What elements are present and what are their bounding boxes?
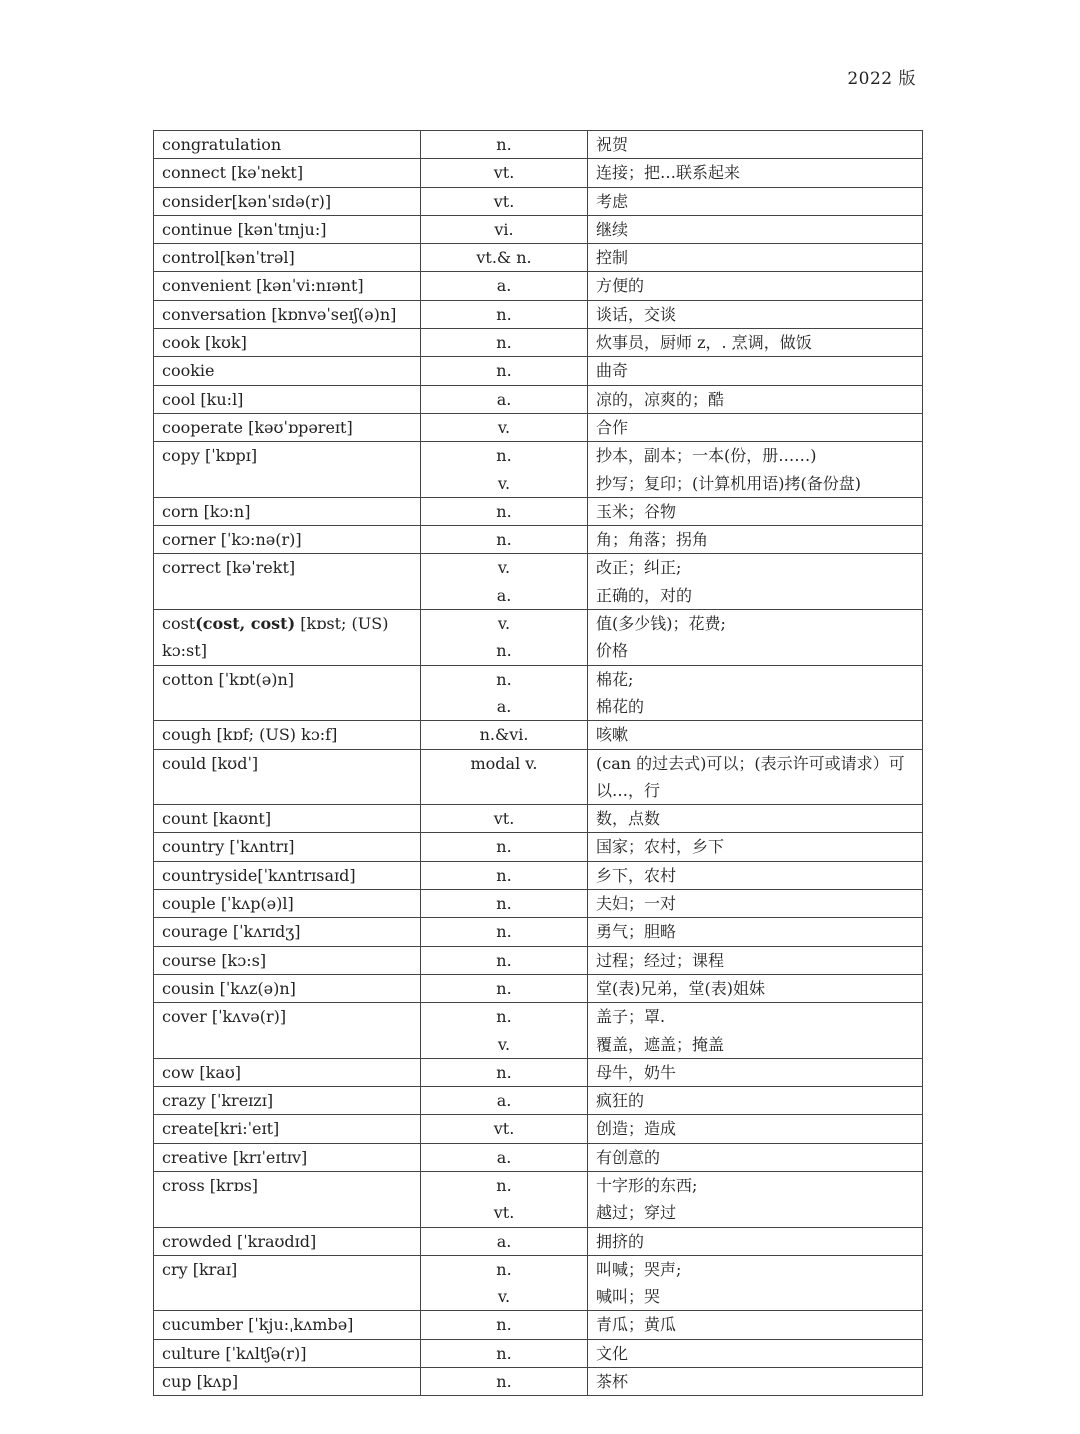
- table-row: [154, 1143, 923, 1171]
- entry-word: cost(cost, cost) [kɒst; (US) kɔ:st]: [154, 610, 421, 666]
- part-of-speech-line: n.: [496, 446, 512, 466]
- table-row: [154, 1368, 923, 1396]
- entry-definition: [588, 215, 923, 243]
- entry-word: cook [kʊk]: [154, 329, 421, 357]
- part-of-speech-line: n.&vi.: [479, 725, 529, 745]
- entry-definition: [588, 946, 923, 974]
- edition-label: 2022 版: [847, 69, 916, 89]
- table-row: [154, 357, 923, 385]
- definition-line: 方便的: [596, 276, 645, 296]
- entry-part-of-speech: [421, 1255, 588, 1311]
- table-row: [154, 215, 923, 243]
- definition-line: 创造；造成: [596, 1119, 677, 1139]
- part-of-speech-line: a.: [496, 696, 512, 716]
- entry-word: course [kɔ:s]: [154, 946, 421, 974]
- table-row: [154, 497, 923, 525]
- definition-line: 夫妇；一对: [596, 894, 677, 914]
- entry-definition: [588, 721, 923, 749]
- part-of-speech-line: n.: [496, 1343, 512, 1363]
- part-of-speech-line: a.: [496, 1147, 512, 1167]
- definition-line: 连接；把…联系起来: [596, 163, 741, 183]
- entry-part-of-speech: [421, 244, 588, 272]
- definition-line: 喊叫；哭: [596, 1287, 661, 1307]
- entry-part-of-speech: [421, 974, 588, 1002]
- part-of-speech-line: n.: [496, 1315, 512, 1335]
- part-of-speech-line: v.: [497, 417, 511, 437]
- part-of-speech-line: n.: [496, 1259, 512, 1279]
- table-row: [154, 244, 923, 272]
- part-of-speech-line: v.: [497, 558, 511, 578]
- entry-definition: [588, 805, 923, 833]
- definition-line: 过程；经过；课程: [596, 950, 725, 970]
- definition-line: 凉的，凉爽的；酷: [596, 389, 725, 409]
- entry-word: cross [krɒs]: [154, 1171, 421, 1227]
- entry-definition: [588, 1339, 923, 1367]
- definition-line: 抄本，副本；一本(份，册……): [596, 446, 817, 466]
- entry-word: cow [kaʊ]: [154, 1058, 421, 1086]
- table-row: [154, 300, 923, 328]
- entry-word: corn [kɔ:n]: [154, 497, 421, 525]
- definition-line: 文化: [596, 1343, 629, 1363]
- part-of-speech-line: vt.: [493, 163, 515, 183]
- definition-line: 堂(表)兄弟，堂(表)姐妹: [596, 978, 765, 998]
- entry-definition: [588, 890, 923, 918]
- entry-part-of-speech: [421, 272, 588, 300]
- entry-part-of-speech: [421, 833, 588, 861]
- definition-line: 考虑: [596, 191, 629, 211]
- entry-word: culture [ˈkʌltʃə(r)]: [154, 1339, 421, 1367]
- entry-word: could [kʊdˈ]: [154, 749, 421, 805]
- entry-part-of-speech: [421, 1115, 588, 1143]
- entry-part-of-speech: [421, 131, 588, 159]
- entry-part-of-speech: [421, 357, 588, 385]
- definition-line: 值(多少钱)；花费;: [596, 614, 726, 634]
- table-row: [154, 861, 923, 889]
- table-row: [154, 1058, 923, 1086]
- entry-definition: [588, 526, 923, 554]
- part-of-speech-line: n.: [496, 333, 512, 353]
- table-row: [154, 1339, 923, 1367]
- table-row: [154, 272, 923, 300]
- part-of-speech-line: n.: [496, 361, 512, 381]
- definition-line: 角；角落；拐角: [596, 530, 709, 550]
- table-row: [154, 1171, 923, 1227]
- entry-part-of-speech: [421, 805, 588, 833]
- definition-line: 拥挤的: [596, 1231, 645, 1251]
- part-of-speech-line: n.: [496, 837, 512, 857]
- entry-definition: [588, 300, 923, 328]
- table-row: [154, 526, 923, 554]
- entry-definition: [588, 918, 923, 946]
- table-row: [154, 833, 923, 861]
- part-of-speech-line: n.: [496, 135, 512, 154]
- entry-definition: [588, 442, 923, 498]
- table-row: [154, 187, 923, 215]
- part-of-speech-line: vt.& n.: [476, 248, 532, 268]
- part-of-speech-line: n.: [496, 865, 512, 885]
- part-of-speech-line: n.: [496, 501, 512, 521]
- part-of-speech-line: n.: [496, 1062, 512, 1082]
- entry-word: cry [kraɪ]: [154, 1255, 421, 1311]
- part-of-speech-line: n.: [496, 669, 512, 689]
- entry-word: conversation [kɒnvəˈseɪʃ(ə)n]: [154, 300, 421, 328]
- entry-part-of-speech: [421, 1311, 588, 1339]
- entry-part-of-speech: [421, 1058, 588, 1086]
- part-of-speech-line: n.: [496, 304, 512, 324]
- entry-word: continue [kənˈtɪnju:]: [154, 215, 421, 243]
- table-row: [154, 1003, 923, 1059]
- entry-definition: [588, 974, 923, 1002]
- entry-part-of-speech: [421, 159, 588, 187]
- definition-line: 青瓜；黄瓜: [596, 1315, 677, 1335]
- entry-definition: [588, 1058, 923, 1086]
- part-of-speech-line: modal v.: [470, 753, 538, 773]
- definition-line: 覆盖，遮盖；掩盖: [596, 1034, 725, 1054]
- part-of-speech-line: v.: [497, 473, 511, 493]
- table-row: [154, 890, 923, 918]
- definition-line: 有创意的: [596, 1147, 661, 1167]
- entry-definition: [588, 1227, 923, 1255]
- table-row: [154, 721, 923, 749]
- entry-word: cool [ku:l]: [154, 385, 421, 413]
- entry-part-of-speech: [421, 1171, 588, 1227]
- table-row: [154, 442, 923, 498]
- entry-part-of-speech: [421, 554, 588, 610]
- entry-part-of-speech: [421, 665, 588, 721]
- entry-part-of-speech: [421, 300, 588, 328]
- definition-line: 盖子；罩.: [596, 1007, 666, 1027]
- entry-definition: [588, 861, 923, 889]
- part-of-speech-line: vt.: [493, 809, 515, 829]
- entry-word: cookie: [154, 357, 421, 385]
- vocabulary-table: [153, 130, 923, 1396]
- entry-definition: [588, 1087, 923, 1115]
- entry-part-of-speech: [421, 385, 588, 413]
- definition-line: 合作: [596, 417, 629, 437]
- entry-word: couple [ˈkʌp(ə)l]: [154, 890, 421, 918]
- entry-definition: [588, 833, 923, 861]
- entry-definition: [588, 1115, 923, 1143]
- definition-line: 改正；纠正;: [596, 558, 682, 578]
- entry-definition: [588, 187, 923, 215]
- entry-definition: [588, 749, 923, 805]
- table-row: [154, 1087, 923, 1115]
- entry-definition: [588, 385, 923, 413]
- entry-word: cover [ˈkʌvə(r)]: [154, 1003, 421, 1059]
- entry-part-of-speech: [421, 526, 588, 554]
- table-row: [154, 918, 923, 946]
- definition-line: 国家；农村，乡下: [596, 837, 725, 857]
- definition-line: 正确的，对的: [596, 585, 693, 605]
- entry-part-of-speech: [421, 413, 588, 441]
- entry-word: country [ˈkʌntrɪ]: [154, 833, 421, 861]
- definition-line: 乡下，农村: [596, 865, 677, 885]
- entry-word: connect [kəˈnekt]: [154, 159, 421, 187]
- entry-word: cotton [ˈkɒt(ə)n]: [154, 665, 421, 721]
- table-row: [154, 946, 923, 974]
- entry-word: count [kaʊnt]: [154, 805, 421, 833]
- definition-line: 炊事员，厨师 z，. 烹调，做饭: [596, 333, 812, 353]
- entry-word: cousin [ˈkʌz(ə)n]: [154, 974, 421, 1002]
- entry-definition: [588, 1003, 923, 1059]
- definition-line: 十字形的东西;: [596, 1175, 698, 1195]
- entry-word: create[kri:ˈeɪt]: [154, 1115, 421, 1143]
- table-row: [154, 159, 923, 187]
- entry-word: consider[kənˈsɪdə(r)]: [154, 187, 421, 215]
- entry-part-of-speech: [421, 861, 588, 889]
- entry-part-of-speech: [421, 610, 588, 666]
- table-row: [154, 1115, 923, 1143]
- entry-definition: [588, 1368, 923, 1396]
- entry-word: cough [kɒf; (US) kɔ:f]: [154, 721, 421, 749]
- part-of-speech-line: n.: [496, 530, 512, 550]
- entry-part-of-speech: [421, 1339, 588, 1367]
- definition-line: 曲奇: [596, 361, 629, 381]
- entry-word: correct [kəˈrekt]: [154, 554, 421, 610]
- table-row: [154, 385, 923, 413]
- entry-part-of-speech: [421, 890, 588, 918]
- entry-definition: [588, 1311, 923, 1339]
- entry-word: cooperate [kəʊˈɒpəreɪt]: [154, 413, 421, 441]
- table-row: [154, 413, 923, 441]
- part-of-speech-line: a.: [496, 585, 512, 605]
- definition-line: 价格: [596, 641, 629, 661]
- entry-part-of-speech: [421, 721, 588, 749]
- definition-line: 祝贺: [596, 135, 629, 154]
- definition-line: 勇气；胆略: [596, 922, 677, 942]
- entry-definition: [588, 1255, 923, 1311]
- entry-definition: [588, 244, 923, 272]
- definition-line: 茶杯: [596, 1372, 629, 1392]
- entry-part-of-speech: [421, 497, 588, 525]
- part-of-speech-line: n.: [496, 978, 512, 998]
- definition-line: 谈话，交谈: [596, 304, 677, 324]
- part-of-speech-line: a.: [496, 389, 512, 409]
- entry-part-of-speech: [421, 329, 588, 357]
- part-of-speech-line: n.: [496, 894, 512, 914]
- entry-definition: [588, 357, 923, 385]
- definition-line: 疯狂的: [596, 1091, 645, 1111]
- entry-definition: [588, 1171, 923, 1227]
- part-of-speech-line: a.: [496, 1091, 512, 1111]
- definition-line: 棉花的: [596, 696, 645, 716]
- part-of-speech-line: n.: [496, 950, 512, 970]
- entry-part-of-speech: [421, 1087, 588, 1115]
- entry-word: control[kənˈtrəl]: [154, 244, 421, 272]
- entry-part-of-speech: [421, 215, 588, 243]
- part-of-speech-line: v.: [497, 1287, 511, 1307]
- entry-word: cup [kʌp]: [154, 1368, 421, 1396]
- entry-definition: [588, 131, 923, 159]
- definition-line: 数，点数: [596, 809, 661, 829]
- vocabulary-table-body: [154, 131, 923, 1396]
- table-row: [154, 974, 923, 1002]
- entry-definition: [588, 1143, 923, 1171]
- part-of-speech-line: vt.: [493, 191, 515, 211]
- entry-definition: [588, 665, 923, 721]
- entry-definition: [588, 329, 923, 357]
- entry-word: congratulation: [154, 131, 421, 159]
- part-of-speech-line: vt.: [493, 1119, 515, 1139]
- entry-part-of-speech: [421, 1368, 588, 1396]
- definition-line: 棉花;: [596, 669, 634, 689]
- definition-line: 叫喊；哭声;: [596, 1259, 682, 1279]
- part-of-speech-line: v.: [497, 614, 511, 634]
- definition-line: 控制: [596, 248, 629, 268]
- entry-definition: [588, 610, 923, 666]
- part-of-speech-line: v.: [497, 1034, 511, 1054]
- definition-line: 越过；穿过: [596, 1203, 677, 1223]
- entry-word: countryside[ˈkʌntrɪsaɪd]: [154, 861, 421, 889]
- entry-word: cucumber [ˈkju:ˌkʌmbə]: [154, 1311, 421, 1339]
- entry-definition: [588, 554, 923, 610]
- table-row: [154, 805, 923, 833]
- entry-part-of-speech: [421, 918, 588, 946]
- definition-line: 咳嗽: [596, 725, 629, 745]
- part-of-speech-line: vt.: [493, 1203, 515, 1223]
- entry-part-of-speech: [421, 946, 588, 974]
- table-row: [154, 1311, 923, 1339]
- entry-part-of-speech: [421, 442, 588, 498]
- definition-line: 抄写；复印；(计算机用语)拷(备份盘): [596, 473, 861, 493]
- part-of-speech-line: a.: [496, 1231, 512, 1251]
- table-row: [154, 1227, 923, 1255]
- part-of-speech-line: n.: [496, 641, 512, 661]
- part-of-speech-line: n.: [496, 1372, 512, 1392]
- table-row: [154, 749, 923, 805]
- entry-definition: [588, 272, 923, 300]
- entry-word: creative [krɪˈeɪtɪv]: [154, 1143, 421, 1171]
- entry-part-of-speech: [421, 187, 588, 215]
- table-row: [154, 610, 923, 666]
- definition-line: 母牛，奶牛: [596, 1062, 677, 1082]
- definition-line: (can 的过去式)可以；(表示许可或请求）可以…，行: [596, 753, 905, 800]
- table-row: [154, 131, 923, 159]
- part-of-speech-line: n.: [496, 1175, 512, 1195]
- definition-line: 继续: [596, 219, 629, 239]
- entry-part-of-speech: [421, 749, 588, 805]
- entry-word: crazy [ˈkreɪzɪ]: [154, 1087, 421, 1115]
- entry-part-of-speech: [421, 1003, 588, 1059]
- entry-word: crowded [ˈkraʊdɪd]: [154, 1227, 421, 1255]
- entry-part-of-speech: [421, 1227, 588, 1255]
- part-of-speech-line: n.: [496, 922, 512, 942]
- part-of-speech-line: a.: [496, 276, 512, 296]
- definition-line: 玉米；谷物: [596, 501, 677, 521]
- entry-definition: [588, 159, 923, 187]
- entry-word: corner [ˈkɔ:nə(r)]: [154, 526, 421, 554]
- part-of-speech-line: vi.: [494, 219, 514, 239]
- entry-part-of-speech: [421, 1143, 588, 1171]
- entry-word: convenient [kənˈvi:nɪənt]: [154, 272, 421, 300]
- part-of-speech-line: n.: [496, 1007, 512, 1027]
- table-row: [154, 329, 923, 357]
- entry-word: courage [ˈkʌrɪdʒ]: [154, 918, 421, 946]
- table-row: [154, 1255, 923, 1311]
- entry-definition: [588, 413, 923, 441]
- table-row: [154, 665, 923, 721]
- entry-definition: [588, 497, 923, 525]
- entry-word: copy [ˈkɒpɪ]: [154, 442, 421, 498]
- table-row: [154, 554, 923, 610]
